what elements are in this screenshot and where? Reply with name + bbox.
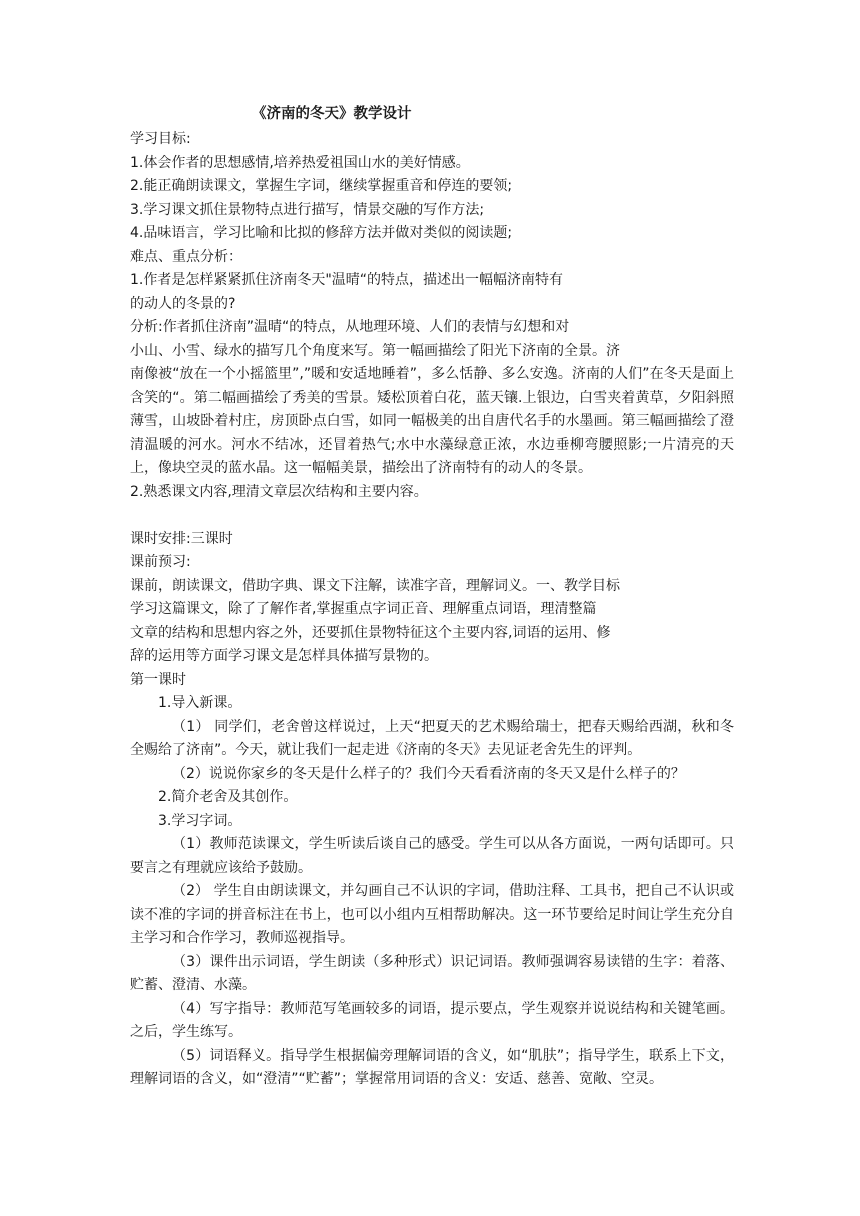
step-1-heading: 1.导入新课。 bbox=[158, 695, 242, 711]
goals-heading: 学习目标: bbox=[130, 131, 191, 147]
step-1-paragraph: （2）说说你家乡的冬天是什么样子的？我们今天看看济南的冬天又是什么样子的？ bbox=[172, 765, 685, 782]
step-3-paragraph: （5）词语释义。指导学生根据偏旁理解词语的含义，如“肌肤”；指导学生，联系上下文， 理解词语的含义，如“澄清”“贮蓄”；掌握常用词语的含义：安适、慈善、宽敞、空灵。 bbox=[130, 1047, 734, 1087]
goal-item: 1.体会作者的思想感情,培养热爱祖国山水的美好情感。 bbox=[130, 154, 470, 171]
goal-item: 3.学习课文抓住景物特点进行描写，情景交融的写作方法; bbox=[130, 201, 485, 218]
analysis-paragraph: 南像被“放在一个小摇篮里”,”暖和安适地睡着”，多么恬静、多么安逸。济南的人们”在冬天是面上含笑的“。第二幅画描绘了秀美的雪景。矮松顶着白花，蓝天镶.上银边，白雪夹着黄草，夕阳斜照薄雪，山坡卧着村庄，房顶卧点白雪，如同一幅极美的出自唐代名手的水墨画。第三幅画描绘了澄清温暖的河水。河水不结冰，还冒着热气;水中水藻绿意正浓，水边垂柳弯腰照影;一片清亮的天上，像块空灵的蓝水晶。这一幅幅美景，描绘出了济南特有的动人的冬景。 bbox=[130, 366, 734, 476]
step-1-paragraph: （1） 同学们，老舍曾这样说过，上天“把夏天的艺术赐给瑞士，把春天赐给西湖，秋和冬全赐给了济南”。今天，就让我们一起走进《济南的冬天》去见证老舍先生的评判。 bbox=[130, 718, 734, 758]
difficulty-heading: 难点、重点分析： bbox=[130, 248, 242, 265]
spacer bbox=[130, 504, 734, 528]
difficulty-question-2: 2.熟悉课文内容,理清文章层次结构和主要内容。 bbox=[130, 483, 428, 500]
goal-item: 4.品味语言，学习比喻和比拟的修辞方法并做对类似的阅读题; bbox=[130, 225, 513, 241]
step-3-paragraph: （4）写字指导：教师范写笔画较多的词语，提示要点，学生观察并说说结构和关键笔画。之后，学生练写。 bbox=[130, 1000, 734, 1040]
schedule: 课时安排:三课时 bbox=[130, 530, 233, 547]
step-3-paragraph: （2） 学生自由朗读课文，并勾画自己不认识的字词，借助注释、工具书，把自己不认识或读不准的字词的拼音标注在书上，也可以小组内互相帮助解决。这一环节要给足时间让学生充分自主学习和合作学习，教师巡视指导。 bbox=[130, 883, 734, 946]
analysis-line-2: 小山、小雪、绿水的描写几个角度来写。第一幅画描绘了阳光下济南的全景。济 bbox=[130, 342, 620, 359]
step-3-paragraph: （3）课件出示词语，学生朗读（多种形式）识记词语。教师强调容易读错的生字：着落、贮蓄、澄清、水藻。 bbox=[130, 953, 734, 993]
document-title: 《济南的冬天》教学设计 bbox=[252, 106, 412, 122]
preview-heading: 课前预习: bbox=[130, 554, 191, 570]
preview-line: 辞的运用等方面学习课文是怎样具体描写景物的。 bbox=[130, 648, 438, 664]
preview-line: 文章的结构和思想内容之外，还要抓住景物特征这个主要内容,词语的运用、修 bbox=[130, 624, 611, 641]
preview-line: 课前，朗读课文，借助字典、课文下注解，读准字音，理解词义。一、教学目标 bbox=[130, 577, 620, 594]
preview-line: 学习这篇课文，除了了解作者,掌握重点字词正音、理解重点词语，理清整篇 bbox=[130, 601, 597, 617]
difficulty-question-1-line-1: 1.作者是怎样紧紧抓住济南冬天"温晴“的特点，描述出一幅幅济南特有 bbox=[130, 272, 564, 288]
lesson-1-heading: 第一课时 bbox=[130, 671, 186, 688]
goal-item: 2.能正确朗读课文，掌握生字词，继续掌握重音和停连的要领; bbox=[130, 178, 513, 194]
step-3-heading: 3.学习字词。 bbox=[158, 812, 242, 829]
analysis-line-1: 分析:作者抓住济南”温晴“的特点，从地理环境、人们的表情与幻想和对 bbox=[130, 319, 570, 335]
document-body bbox=[130, 101, 734, 1092]
difficulty-question-1-line-2: 的动人的冬景的? bbox=[130, 295, 236, 312]
step-3-paragraph: （1）教师范读课文，学生听读后谈自己的感受。学生可以从各方面说，一两句话即可。只要言之有理就应该给予鼓励。 bbox=[130, 836, 734, 876]
step-2-heading: 2.简介老舍及其创作。 bbox=[158, 789, 298, 805]
